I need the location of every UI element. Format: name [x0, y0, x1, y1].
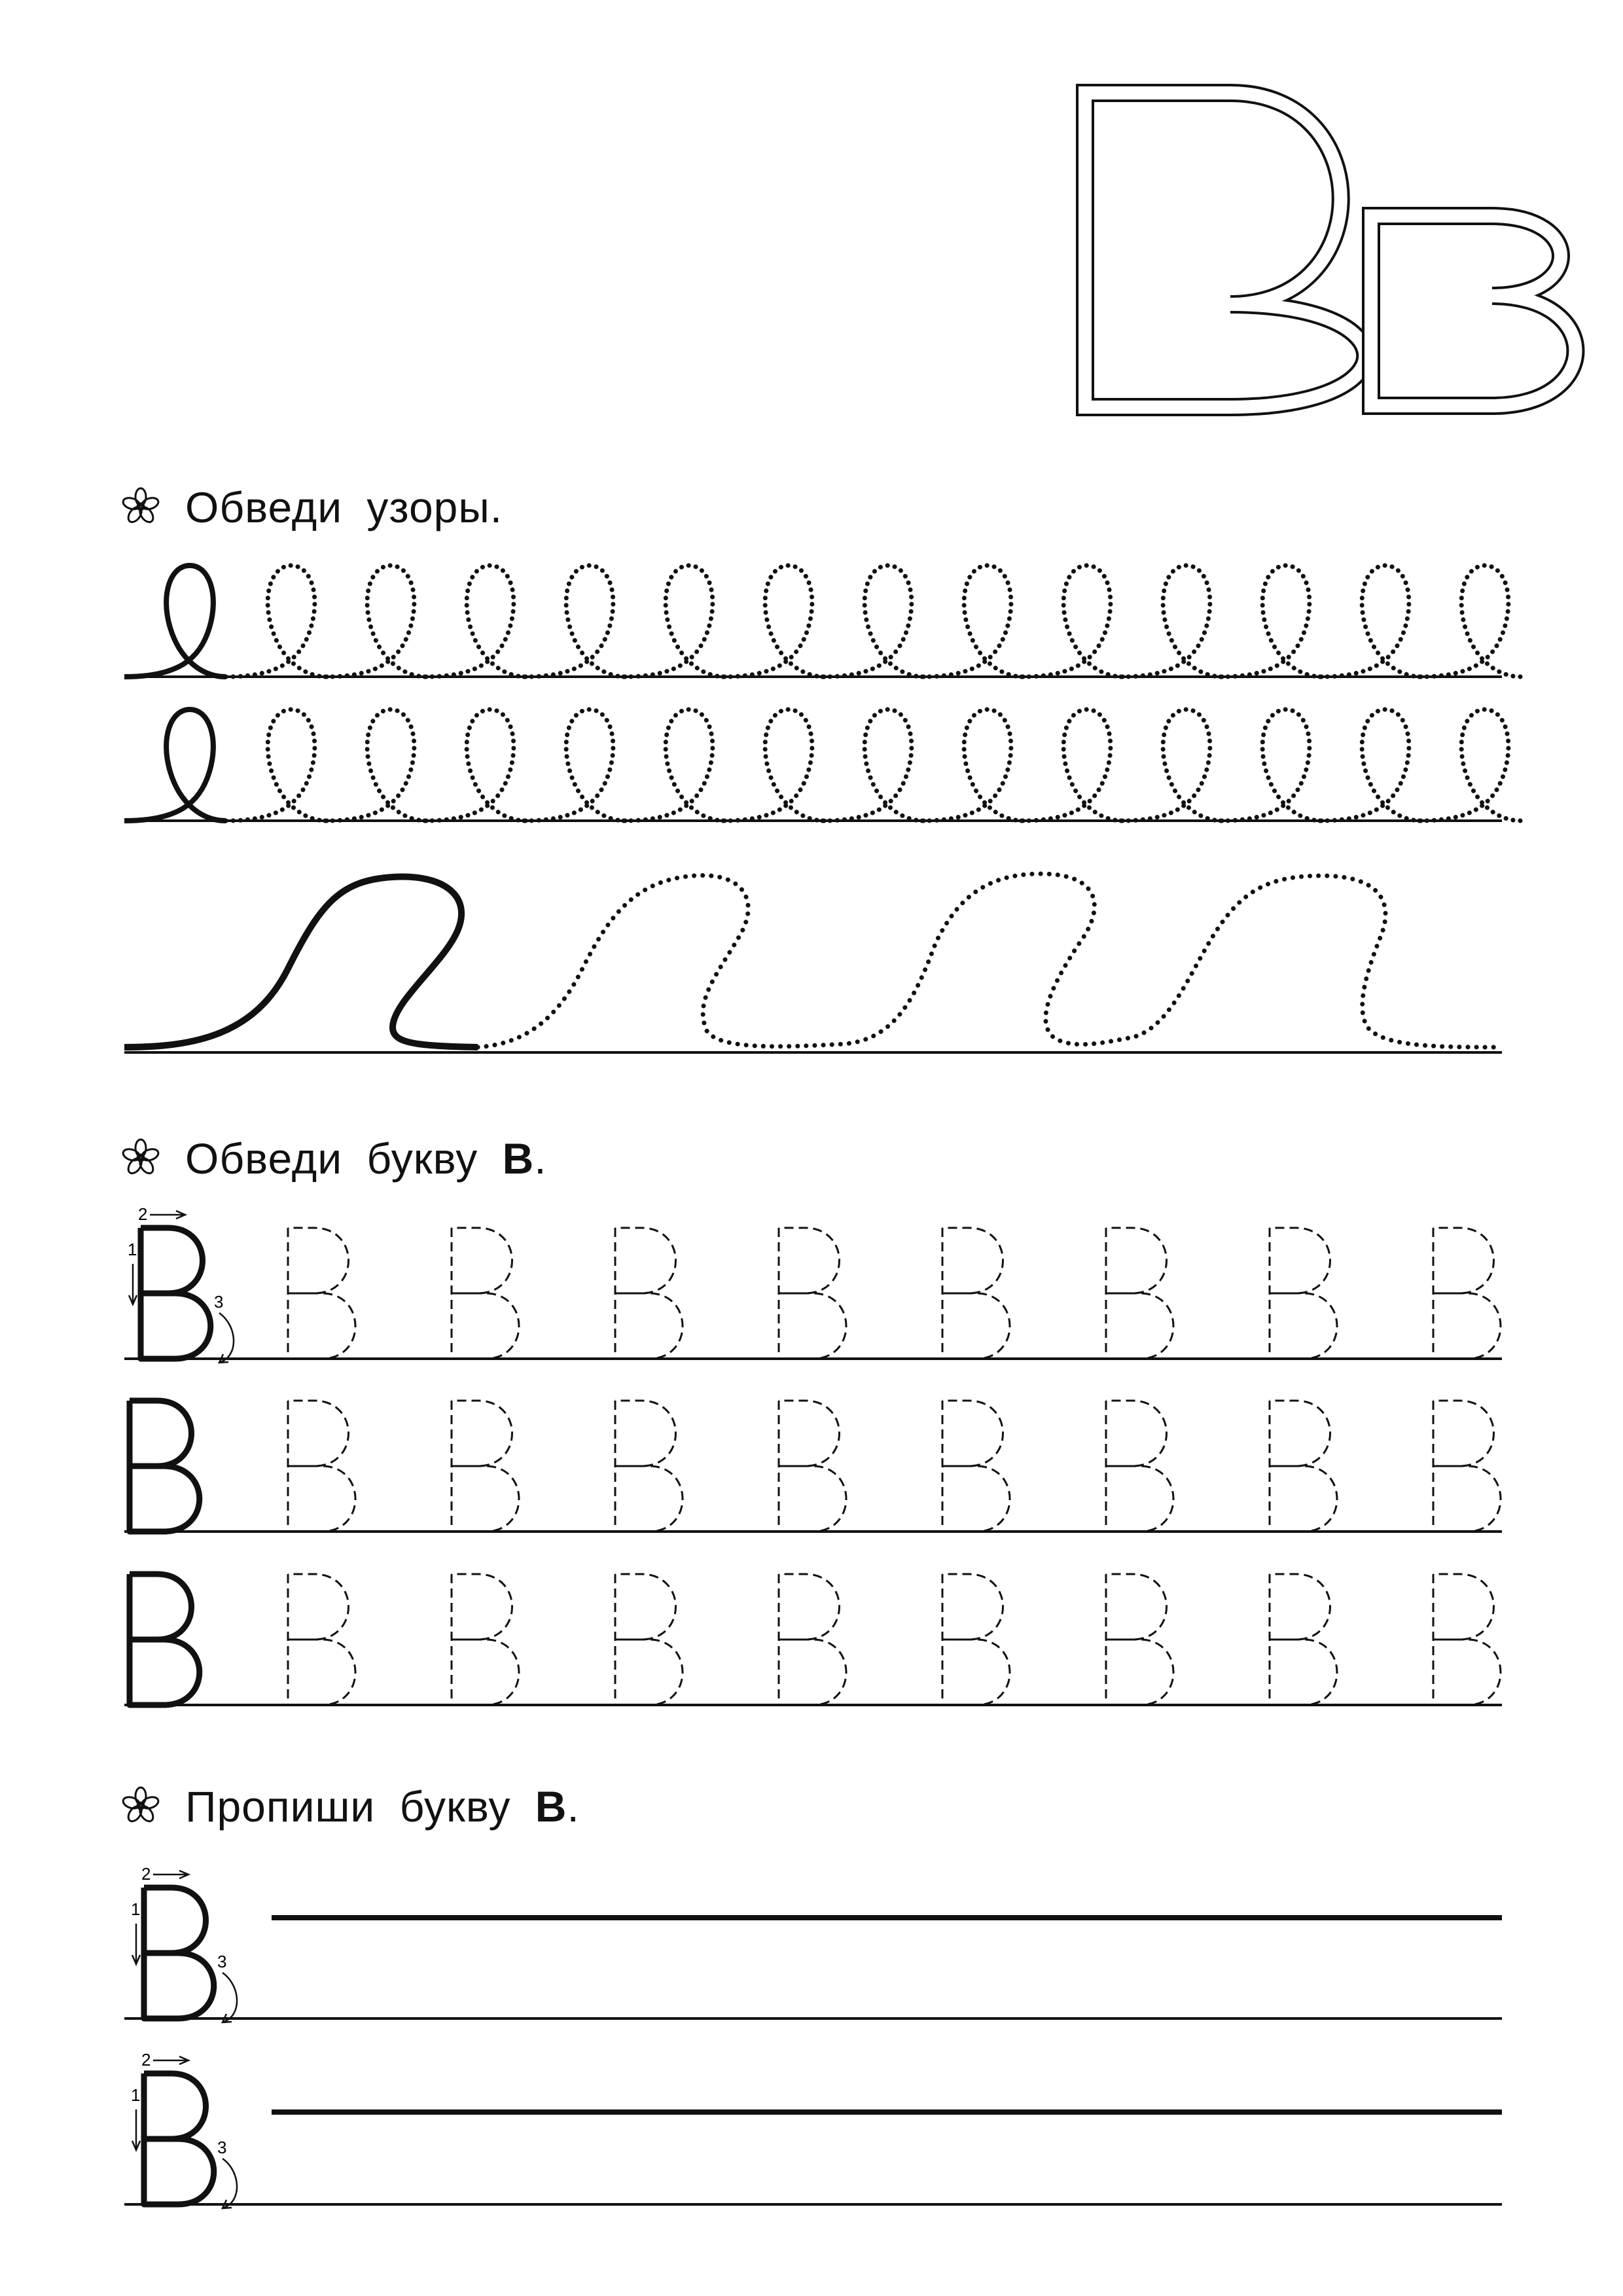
dashed-letter: [1270, 1574, 1337, 1705]
trace-letter-row-1: [124, 1204, 1502, 1363]
dotted-loop: [425, 709, 526, 821]
stroke-number-1: 1: [128, 1240, 137, 1259]
stroke-number-2: 2: [141, 1864, 151, 1884]
dashed-letter: [1106, 1228, 1173, 1359]
dotted-loop: [226, 709, 327, 821]
instruction-punct: .: [534, 1134, 547, 1183]
dotted-loop: [1121, 565, 1222, 677]
dashed-letter: [779, 1228, 846, 1359]
trace-letter-row-3: [124, 1574, 1502, 1705]
dashed-letter: [1433, 1228, 1501, 1359]
dashed-letter: [615, 1228, 683, 1359]
dotted-loop: [425, 565, 526, 677]
arrow-icon: [223, 1973, 237, 2022]
stroke-number-1: 1: [131, 1899, 141, 1919]
dashed-letter: [288, 1228, 355, 1359]
dashed-letter: [615, 1574, 683, 1705]
dashed-letter: [288, 1574, 355, 1705]
dotted-loop: [1419, 565, 1521, 677]
dotted-loop: [325, 565, 427, 677]
dashed-letter: [1106, 1401, 1173, 1532]
dotted-loop: [1320, 565, 1421, 677]
dashed-letter: [942, 1574, 1010, 1705]
instruction-letter: В: [535, 1782, 567, 1831]
dashed-letter: [779, 1401, 846, 1532]
dotted-loop: [325, 709, 427, 821]
dotted-loop: [1121, 709, 1222, 821]
dotted-loop: [823, 709, 924, 821]
dashed-letter: [1270, 1228, 1337, 1359]
instruction-text: Пропиши букву: [185, 1782, 535, 1831]
wave-dotted: [478, 874, 1502, 1047]
dotted-loop: [823, 565, 924, 677]
pattern-row-loops-2: [124, 709, 1521, 821]
dashed-letter: [452, 1228, 519, 1359]
instruction-punct: .: [567, 1782, 580, 1831]
wave-solid: [124, 877, 478, 1047]
writing-row-2: [124, 2050, 1502, 2208]
dotted-loop: [1022, 709, 1123, 821]
instruction-text: Обведи узоры.: [185, 483, 503, 531]
arrow-icon: [223, 2159, 237, 2208]
flower-icon: [121, 1786, 160, 1825]
dotted-loop: [624, 709, 725, 821]
dashed-letter: [779, 1574, 846, 1705]
dotted-loop: [1221, 709, 1322, 821]
instruction-write-letter: [121, 1780, 580, 1833]
dotted-loop: [624, 565, 725, 677]
dotted-loop: [524, 709, 626, 821]
dashed-letter: [615, 1401, 683, 1532]
dotted-loop: [1419, 709, 1521, 821]
stroke-number-1: 1: [131, 2085, 141, 2105]
pattern-row-loops-1: [124, 565, 1521, 677]
dashed-letter: [452, 1574, 519, 1705]
pattern-row-waves: [124, 874, 1502, 1052]
example-letter: [130, 1574, 200, 1705]
trace-letter-row-2: [124, 1401, 1502, 1532]
dotted-loop: [1022, 565, 1123, 677]
dotted-loop: [1320, 709, 1421, 821]
flower-icon: [121, 487, 160, 526]
dotted-loop: [922, 565, 1024, 677]
arrow-icon: [129, 1264, 137, 1304]
instruction-text: Обведи букву: [185, 1134, 503, 1183]
dashed-letter: [942, 1401, 1010, 1532]
example-letter: [131, 1864, 237, 2022]
dashed-letter: [452, 1401, 519, 1532]
dashed-letter: [1433, 1574, 1501, 1705]
arrow-icon: [219, 1313, 234, 1363]
big-letter-lower: [1371, 216, 1576, 406]
dotted-loop: [524, 565, 626, 677]
dashed-letter: [288, 1401, 355, 1532]
arrow-icon: [153, 1871, 188, 1878]
flower-icon: [121, 1138, 160, 1177]
instruction-trace-letter: [121, 1132, 547, 1185]
dashed-letter: [1270, 1401, 1337, 1532]
dashed-letter: [1433, 1401, 1501, 1532]
arrow-icon: [132, 1924, 140, 1964]
dotted-loop: [922, 709, 1024, 821]
stroke-number-2: 2: [138, 1204, 148, 1224]
arrow-icon: [132, 2109, 140, 2150]
dotted-loop: [723, 709, 825, 821]
dotted-loop: [226, 565, 327, 677]
example-letter: [131, 2050, 237, 2208]
stroke-number-3: 3: [217, 2138, 227, 2157]
instruction-trace-patterns: [121, 481, 503, 533]
stroke-number-3: 3: [214, 1292, 224, 1312]
dashed-letter: [942, 1228, 1010, 1359]
stroke-number-2: 2: [141, 2050, 151, 2070]
writing-row-1: [124, 1864, 1502, 2022]
arrow-icon: [153, 2056, 188, 2064]
stroke-number-3: 3: [217, 1952, 227, 1971]
dotted-loop: [1221, 565, 1322, 677]
instruction-letter: В: [502, 1134, 535, 1183]
example-letter: [130, 1401, 200, 1532]
arrow-icon: [150, 1211, 185, 1219]
example-letter: [128, 1204, 234, 1363]
big-letter-upper: [1085, 93, 1365, 407]
dashed-letter: [1106, 1574, 1173, 1705]
dotted-loop: [723, 565, 825, 677]
